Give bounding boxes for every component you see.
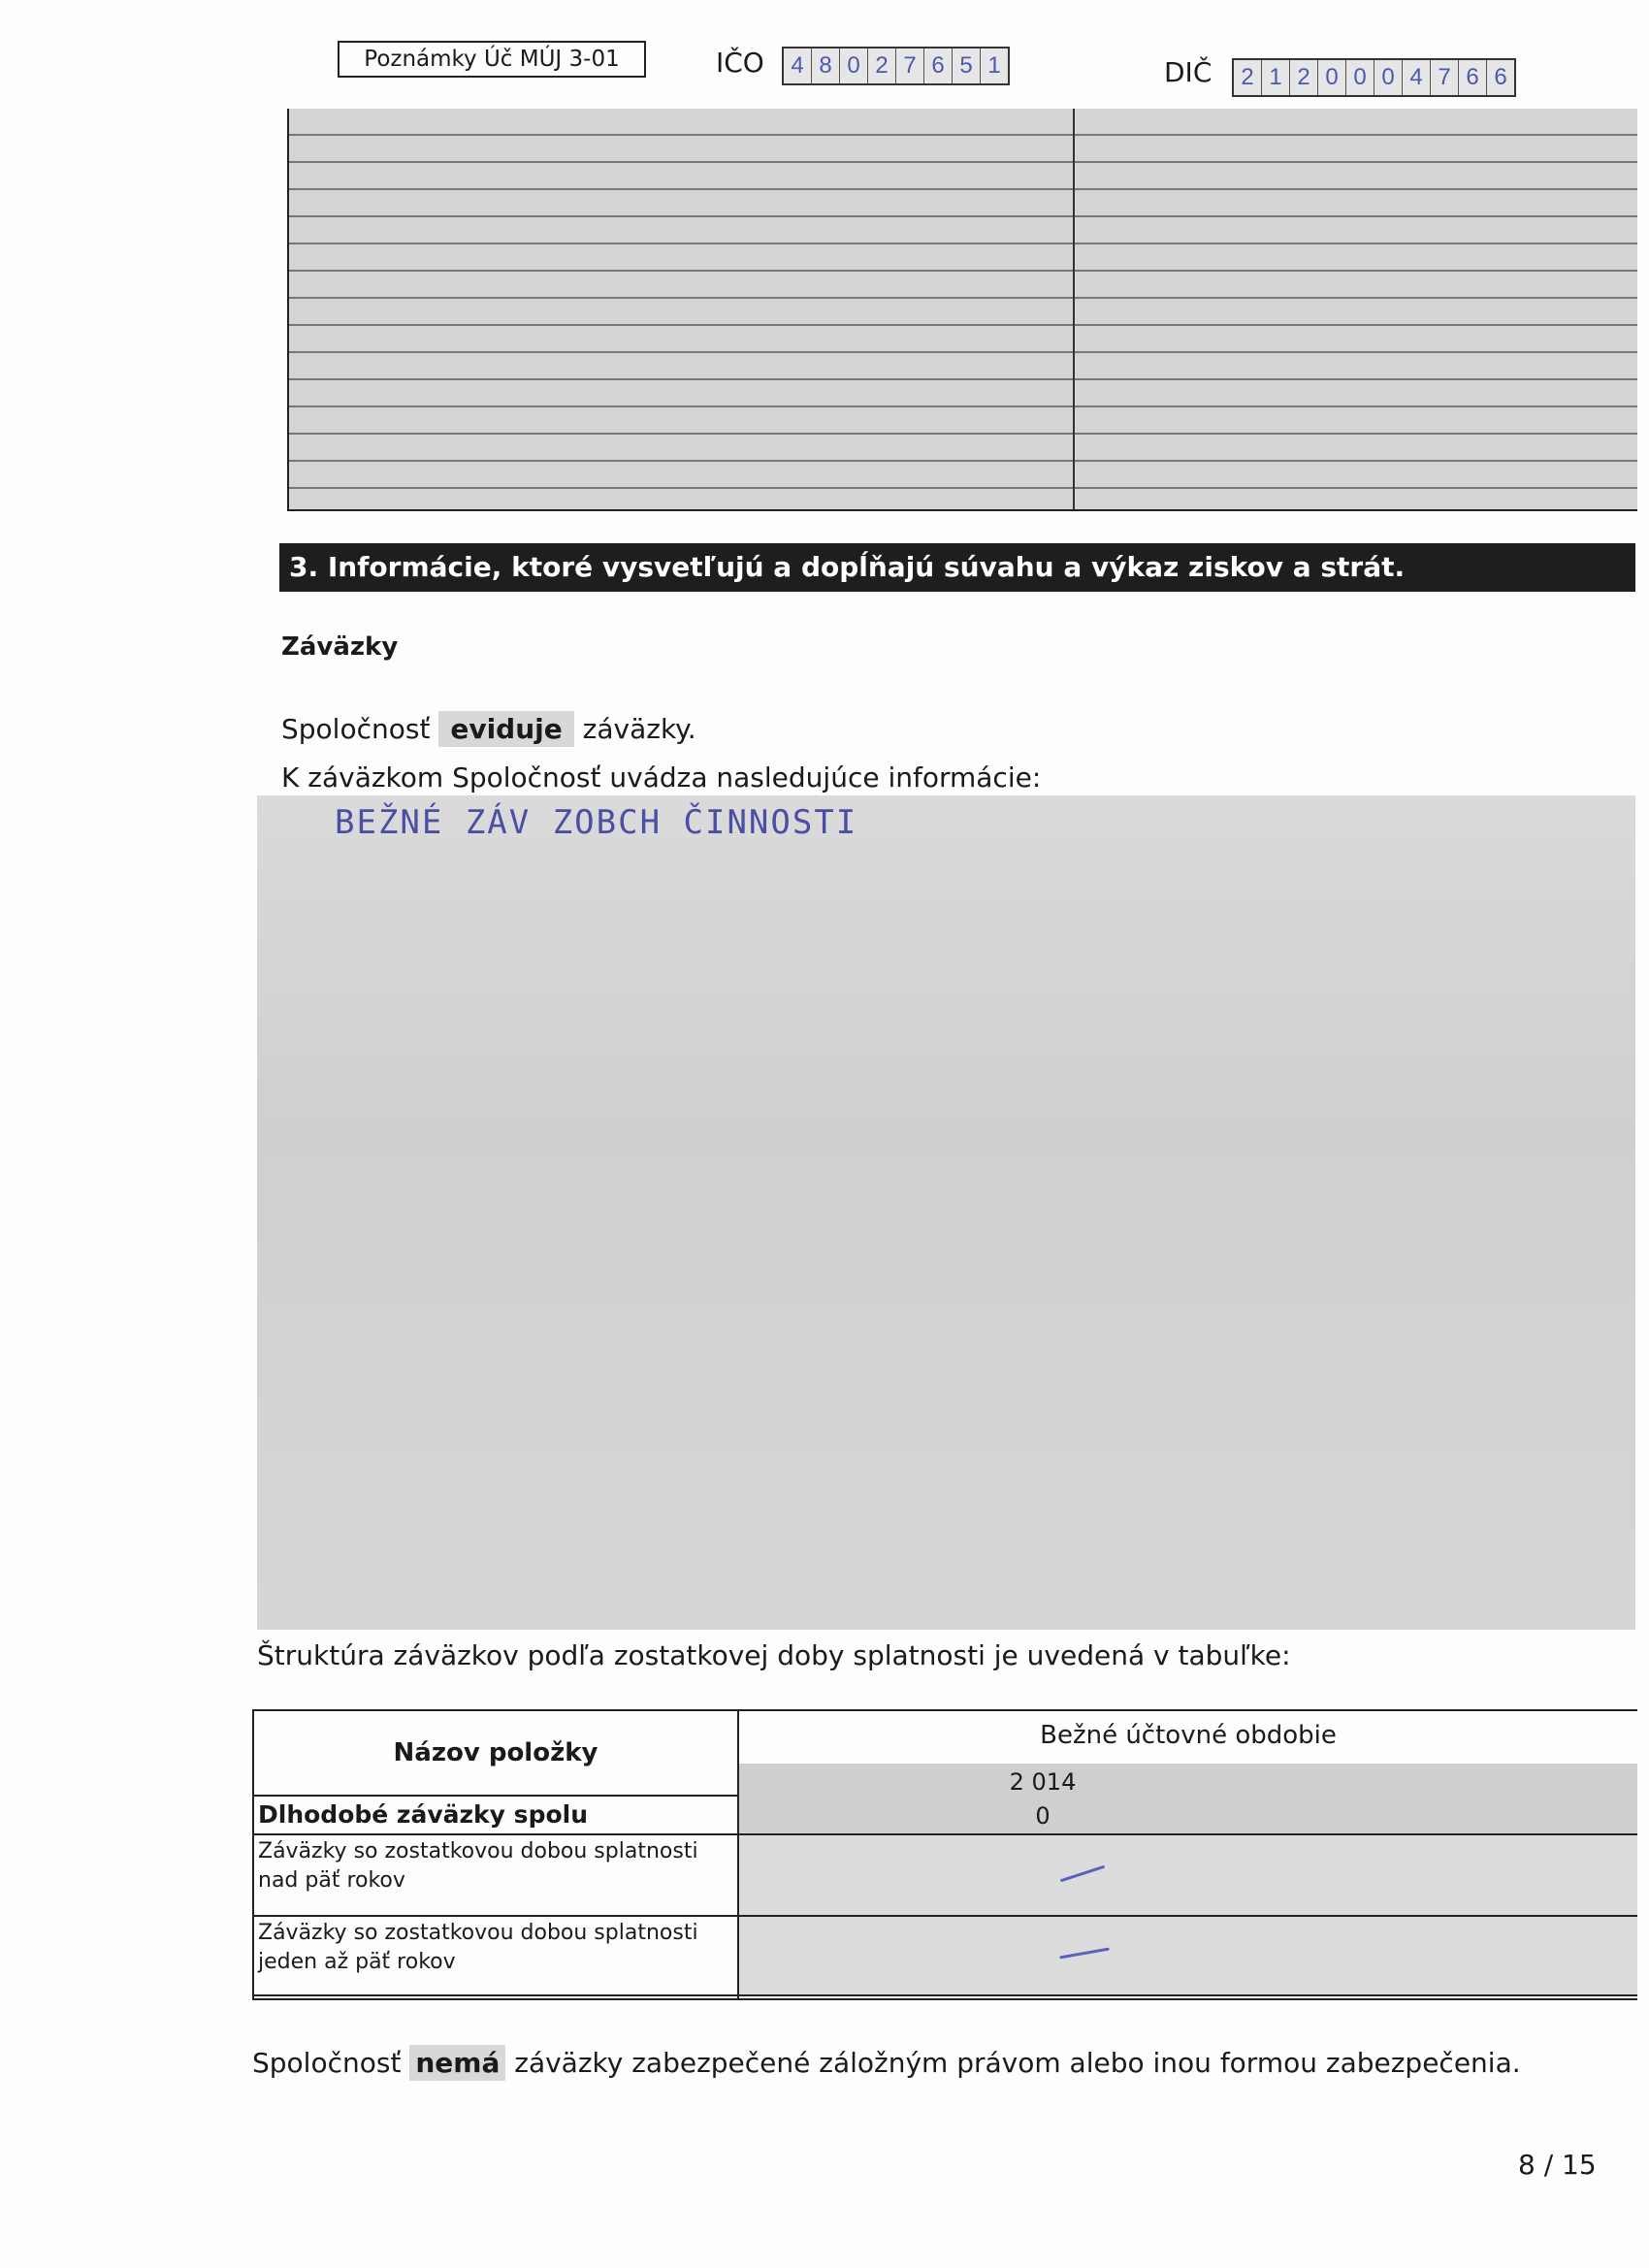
ico-digit: 7 bbox=[896, 49, 924, 83]
row-label-over-five-years: Záväzky so zostatkovou dobou splatnosti nad päť rokov bbox=[258, 1839, 698, 1893]
secured-prefix: Spoločnosť bbox=[252, 2047, 402, 2079]
form-id-box: Poznámky Úč MÚJ 3-01 bbox=[338, 41, 646, 78]
dic-digit: 7 bbox=[1431, 60, 1459, 95]
ico-digit: 2 bbox=[868, 49, 896, 83]
ico-digit: 5 bbox=[953, 49, 981, 83]
ico-digit: 8 bbox=[812, 49, 840, 83]
row-value-longterm-total[interactable]: 0 bbox=[1035, 1802, 1051, 1830]
secured-value-field[interactable]: nemá bbox=[409, 2045, 505, 2081]
dic-digit: 2 bbox=[1290, 60, 1318, 95]
subheading-liabilities: Záväzky bbox=[281, 632, 399, 662]
secured-suffix: záväzky zabezpečené záložným právom alebo inou formou zabezpečenia. bbox=[514, 2047, 1521, 2079]
dic-digit: 2 bbox=[1234, 60, 1262, 95]
dic-digit: 0 bbox=[1346, 60, 1374, 95]
col-header-item: Názov položky bbox=[393, 1738, 598, 1767]
maturity-table bbox=[252, 1709, 1637, 2000]
handwritten-note: BEŽNÉ ZÁV ZOBCH ČINNOSTI bbox=[335, 803, 858, 842]
blank-ruled-table bbox=[287, 109, 1637, 511]
handwritten-notes-field[interactable] bbox=[257, 795, 1635, 1630]
dic-digit: 0 bbox=[1318, 60, 1346, 95]
records-suffix: záväzky. bbox=[582, 713, 696, 745]
records-value-field[interactable]: eviduje bbox=[438, 711, 573, 747]
dic-digit-boxes[interactable] bbox=[1232, 58, 1516, 97]
dic-digit: 0 bbox=[1374, 60, 1403, 95]
records-sentence bbox=[281, 713, 696, 745]
col-header-year: 2 014 bbox=[1009, 1768, 1077, 1796]
ico-digit: 0 bbox=[840, 49, 868, 83]
dic-digit: 1 bbox=[1262, 60, 1290, 95]
ico-digit: 4 bbox=[784, 49, 812, 83]
row-label-longterm-total: Dlhodobé záväzky spolu bbox=[258, 1800, 589, 1829]
dic-digit: 6 bbox=[1459, 60, 1487, 95]
maturity-intro: Štruktúra záväzkov podľa zostatkovej doby splatnosti je uvedená v tabuľke: bbox=[257, 1639, 1291, 1671]
secured-sentence bbox=[252, 2047, 1521, 2079]
table-column-divider bbox=[1073, 109, 1075, 509]
dic-label: DIČ bbox=[1164, 56, 1212, 88]
ico-label: IČO bbox=[716, 47, 764, 79]
section-header: 3. Informácie, ktoré vysvetľujú a dopĺňajú súvahu a výkaz ziskov a strát. bbox=[279, 543, 1635, 592]
records-prefix: Spoločnosť bbox=[281, 713, 431, 745]
ico-digit: 1 bbox=[987, 52, 1001, 79]
ico-digit: 6 bbox=[924, 49, 953, 83]
page-number: 8 / 15 bbox=[1518, 2149, 1597, 2181]
ico-digit-boxes[interactable] bbox=[782, 47, 1010, 85]
dic-digit: 4 bbox=[1403, 60, 1431, 95]
col-header-period: Bežné účtovné obdobie bbox=[1040, 1721, 1337, 1750]
info-intro: K záväzkom Spoločnosť uvádza nasledujúce informácie: bbox=[281, 761, 1042, 794]
row-label-one-to-five-years: Záväzky so zostatkovou dobou splatnosti jeden až päť rokov bbox=[258, 1921, 698, 1974]
dic-digit: 6 bbox=[1494, 64, 1507, 90]
